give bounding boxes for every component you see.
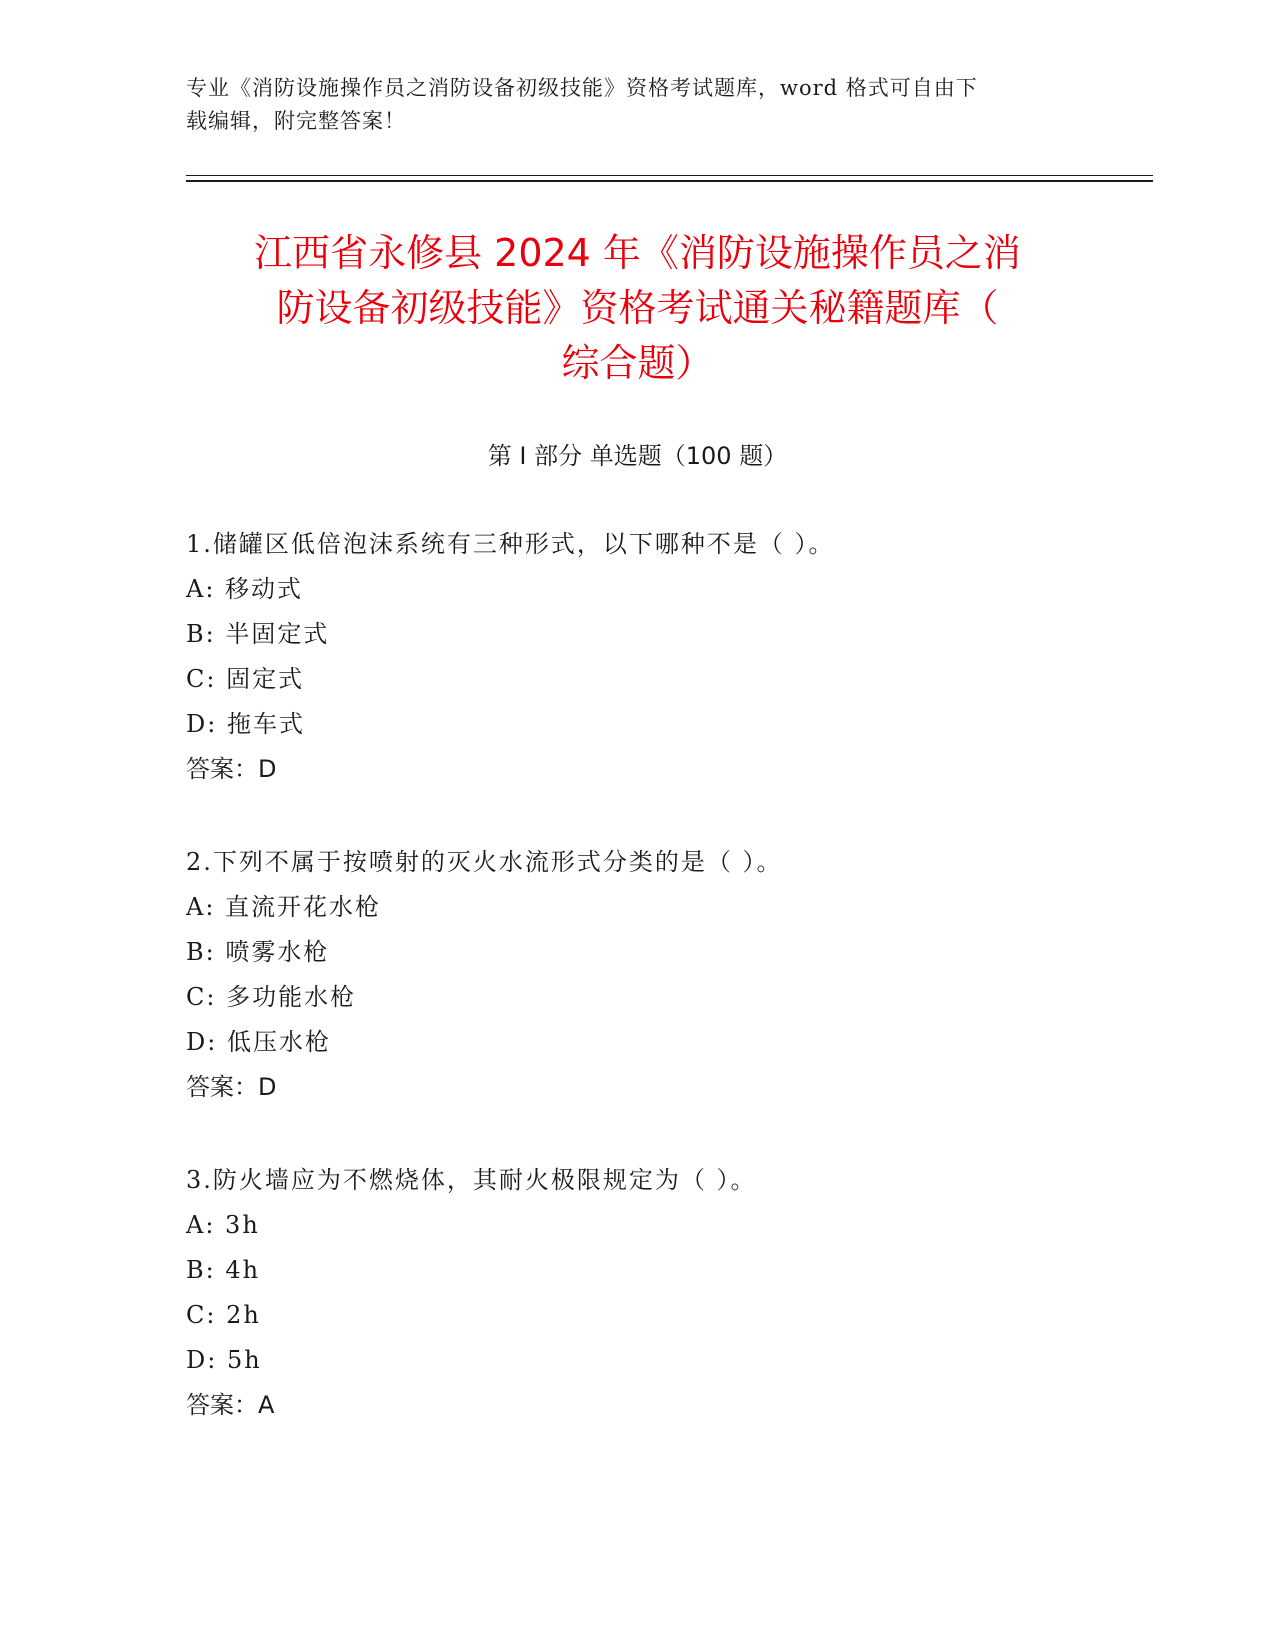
answer: 答案：D: [186, 755, 277, 783]
header-note-line-2: 载编辑，附完整答案！: [186, 109, 406, 133]
option-a: A: 3h: [186, 1211, 260, 1239]
question-stem: 3.防火墙应为不燃烧体，其耐火极限规定为（ ）。: [186, 1166, 757, 1194]
question-3: [186, 1158, 1146, 1428]
document-title-line-1: 江西省永修县 2024 年《消防设施操作员之消: [254, 231, 1021, 275]
question-stem: 2.下列不属于按喷射的灭火水流形式分类的是（ ）。: [186, 848, 783, 876]
option-b: B: 4h: [186, 1256, 261, 1284]
option-c: C: 多功能水枪: [186, 983, 357, 1011]
option-c: C: 固定式: [186, 665, 305, 693]
question-2: [186, 840, 1146, 1110]
header-divider-thick: [186, 180, 1153, 182]
answer: 答案：A: [186, 1391, 275, 1419]
header-divider-thin: [186, 175, 1153, 176]
option-d: D: 5h: [186, 1346, 262, 1374]
section-title: 第 I 部分 单选题（100 题）: [487, 442, 788, 470]
option-a: A: 移动式: [186, 575, 304, 603]
option-d: D: 拖车式: [186, 710, 305, 738]
option-c: C: 2h: [186, 1301, 261, 1329]
option-b: B: 半固定式: [186, 620, 330, 648]
header-note: [186, 72, 1086, 138]
document-title-line-3: 综合题）: [561, 341, 714, 385]
option-b: B: 喷雾水枪: [186, 938, 330, 966]
question-1: [186, 522, 1146, 792]
document-title: [150, 226, 1125, 391]
document-title-line-2: 防设备初级技能》资格考试通关秘籍题库（: [276, 286, 999, 330]
question-stem: 1.储罐区低倍泡沫系统有三种形式，以下哪种不是（ ）。: [186, 530, 835, 558]
header-note-line-1: 专业《消防设施操作员之消防设备初级技能》资格考试题库，word 格式可自由下: [186, 76, 978, 100]
option-d: D: 低压水枪: [186, 1028, 331, 1056]
option-a: A: 直流开花水枪: [186, 893, 382, 921]
answer: 答案：D: [186, 1073, 277, 1101]
